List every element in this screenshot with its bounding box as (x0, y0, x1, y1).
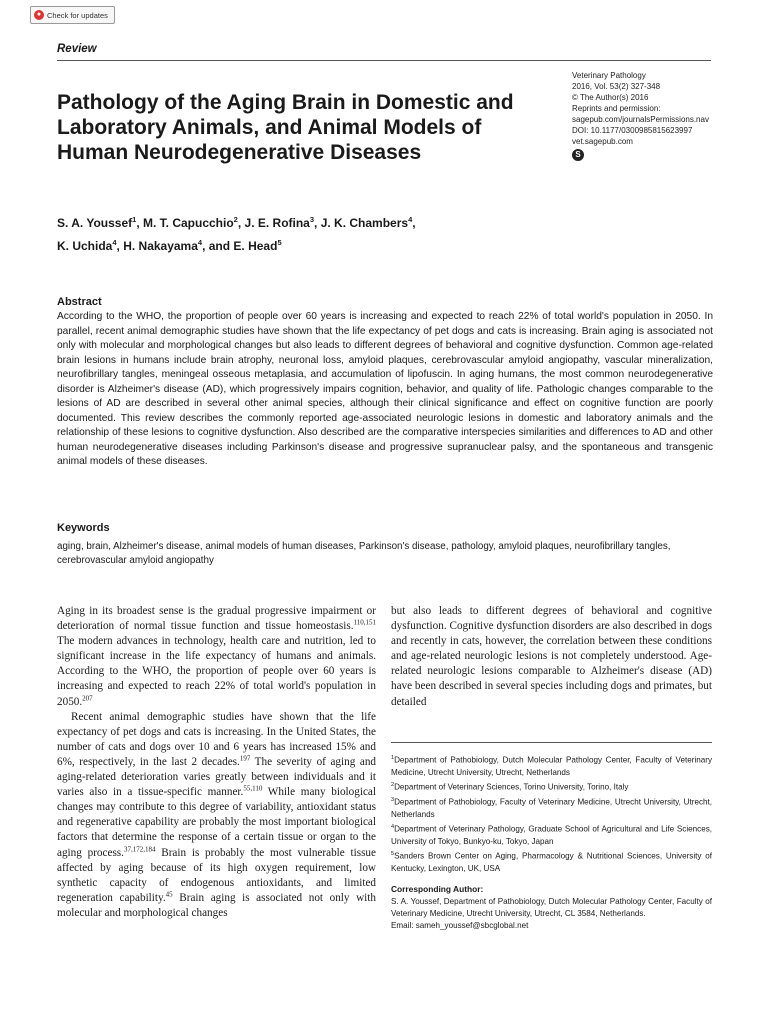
body-column-left (57, 604, 376, 921)
citation-ref[interactable]: 37,172,184 (123, 844, 156, 853)
author-affiliation-marker: 3 (309, 215, 315, 224)
check-for-updates-button[interactable] (30, 6, 115, 24)
author-name: S. A. Youssef (57, 216, 133, 230)
affiliation-item (391, 821, 712, 848)
journal-reprints: Reprints and permission: (572, 104, 661, 113)
check-updates-icon: ● (34, 10, 44, 20)
journal-info (572, 70, 722, 161)
corresponding-author-heading: Corresponding Author: (391, 884, 484, 894)
affiliation-item (391, 779, 712, 794)
citation-ref[interactable]: 45 (165, 890, 173, 899)
affiliations-rule (391, 742, 712, 743)
abstract-text: According to the WHO, the proportion of people over 60 years is increasing and expected to reach 22% of total world's population in 2050. In parallel, recent animal demographic studies have shown that the life expectancy of pet dogs and cats is increasing. Brain aging is associated not only with molecular and morphological changes but also leads to different degrees of behavioral and cognitive dysfunction. Common age-related brain lesions in humans include brain atrophy, neuronal loss, amyloid plaques, cerebrovascular amyloid angiopathy, vascular mineralization, neurofibrillary tangles, meningeal osseous metaplasia, and accumulation of lipofuscin. In aging humans, the most common neurodegenerative disorder is Alzheimer's disease (AD), which progressively impairs cognition, behavior, and quality of life. Pathologic changes comparable to the lesions of AD are described in several other animal species, although their clinical significance and effect on cognitive function are poorly documented. This review describes the commonly reported age-associated neurologic lesions in domestic and laboratory animals and the relationship of these lesions to cognitive dysfunction. Also described are the comparative interspecies similarities and differences to AD and other human neurodegenerative diseases including Parkinson's disease and progressive supranuclear palsy, and the spontaneous and transgenic animal models of these diseases. (57, 311, 713, 467)
affiliation-item (391, 794, 712, 821)
corresponding-author-email[interactable]: Email: sameh_youssef@sbcglobal.net (391, 921, 529, 931)
sage-logo-icon: S (572, 149, 584, 161)
author-affiliation-marker: 4 (197, 238, 203, 247)
author-name: E. Head (233, 239, 278, 253)
journal-name: Veterinary Pathology (572, 71, 646, 80)
affiliations-list (391, 752, 712, 875)
body-paragraph-1: Aging in its broadest sense is the gradual progressive impairment or deterioration of normal tissue function and tissue homeostasis.$^{110,151}$ The modern advances in technology, health care and nutrition, led to significant increase in the life expectancy of humans and animals. According to the WHO, the proportion of people over 60 years is increasing and expected to reach 22% of total world's population in 2050.$^{207}$ (57, 605, 376, 708)
citation-ref[interactable]: 197 (239, 754, 251, 763)
author-name: M. T. Capucchio (142, 216, 234, 230)
keywords-text: aging, brain, Alzheimer's disease, animal models of human diseases, Parkinson's disease, pathology, amyloid plaques, neurofibrillary tangles, cerebrovascular amyloid angiopathy (57, 541, 671, 566)
author-affiliation-marker: 1 (132, 215, 137, 224)
journal-permissions-link[interactable]: sagepub.com/journalsPermissions.nav (572, 115, 709, 124)
author-name: J. K. Chambers (320, 216, 409, 230)
check-for-updates-label: Check for updates (47, 10, 108, 20)
author-name: K. Uchida (57, 239, 113, 253)
journal-volume: 2016, Vol. 53(2) 327-348 (572, 82, 661, 91)
affiliation-text: Department of Veterinary Pathology, Graduate School of Agricultural and Life Sciences, University of Tokyo, Bunkyo-ku, Tokyo, Japan (391, 824, 712, 846)
author-name: H. Nakayama (123, 239, 198, 253)
affiliation-number: 3 (391, 796, 395, 803)
affiliation-number: 4 (391, 824, 395, 831)
journal-website[interactable]: vet.sagepub.com (572, 137, 633, 146)
corresponding-author-address: S. A. Youssef, Department of Pathobiology, Dutch Molecular Pathology Center, Faculty of Veterinary Medicine, Utrecht University, Utrecht, CL 3584, Netherlands. (391, 897, 712, 919)
author-affiliation-marker: 5 (277, 238, 282, 247)
citation-ref[interactable]: 207 (82, 693, 93, 702)
journal-copyright: © The Author(s) 2016 (572, 93, 649, 102)
article-title: Pathology of the Aging Brain in Domestic and Laboratory Animals, and Animal Models of Human Neurodegenerative Diseases (57, 91, 514, 164)
citation-ref[interactable]: 55,110 (243, 784, 263, 793)
affiliation-text: Department of Veterinary Sciences, Torino University, Torino, Italy (394, 782, 629, 792)
affiliation-text: Department of Pathobiology, Dutch Molecular Pathology Center, Faculty of Veterinary Medicine, Utrecht University, Utrecht, Netherlands (391, 755, 712, 777)
citation-ref[interactable]: 110,151 (353, 618, 376, 627)
affiliation-item (391, 848, 712, 875)
journal-doi[interactable]: DOI: 10.1177/0300985815623997 (572, 126, 693, 135)
section-label: Review (57, 43, 97, 55)
header-rule (57, 60, 711, 61)
body-column-right: but also leads to different degrees of behavioral and cognitive dysfunction. Cognitive dysfunction disorders are also described in dogs and recently in cats, however, the correlation between these conditions and age-related neurologic lesions is not completely understood. Age-related neurologic lesions comparable to Alzheimer's disease (AD) have been described in several species including dogs and primates, but detailed (391, 605, 712, 708)
affiliation-number: 5 (391, 851, 395, 858)
affiliation-text: Sanders Brown Center on Aging, Pharmacology & Nutritional Sciences, University of Kentucky, Lexington, UK, USA (391, 851, 712, 874)
author-affiliation-marker: 4 (112, 238, 117, 247)
keywords-heading: Keywords (57, 522, 110, 534)
author-affiliation-marker: 2 (233, 215, 238, 224)
affiliation-number: 1 (391, 755, 395, 761)
body-paragraph-2: Recent animal demographic studies have shown that the life expectancy of pet dogs and cats is increasing. In the United States, the number of cats and dogs over 10 and 6 years has increased 15% and 6%, respectively, in the last 2 decades.$^{197}$ The severity of aging and aging-related deterioration varies greatly between individuals and it varies also in a tissue-specific manner.$^{55,110}$ While many biological changes may contribute to this degree of variability, antioxidant status and regenerative capability are probably the most important biological factors that determine the response of a certain tissue or organ to the aging process.$^{37,172,184}$ Brain is probably the most vulnerable tissue affected by aging because of its high oxygen requirement, low synthetic capacity of endogenous antioxidants, and limited regeneration capability.$^{45}$ Brain aging is associated not only with molecular and morphological changes (57, 710, 377, 919)
author-affiliation-marker: 4 (408, 215, 413, 224)
author-name: J. E. Rofina (244, 216, 310, 230)
corresponding-author-block (391, 896, 712, 933)
affiliation-text: Department of Pathobiology, Faculty of Veterinary Medicine, Utrecht University, Utrecht, Netherlands (391, 797, 712, 819)
abstract-heading: Abstract (57, 296, 102, 308)
affiliation-item (391, 752, 712, 779)
affiliation-number: 2 (391, 782, 395, 789)
author-list: S. A. Youssef$^1$, M. T. Capucchio$^2$, J. E. Rofina$^3$, J. K. Chambers$^4$, K. Uchida$^4$, H. Nakayama$^4$, and E. Head$^5$ (57, 215, 416, 253)
